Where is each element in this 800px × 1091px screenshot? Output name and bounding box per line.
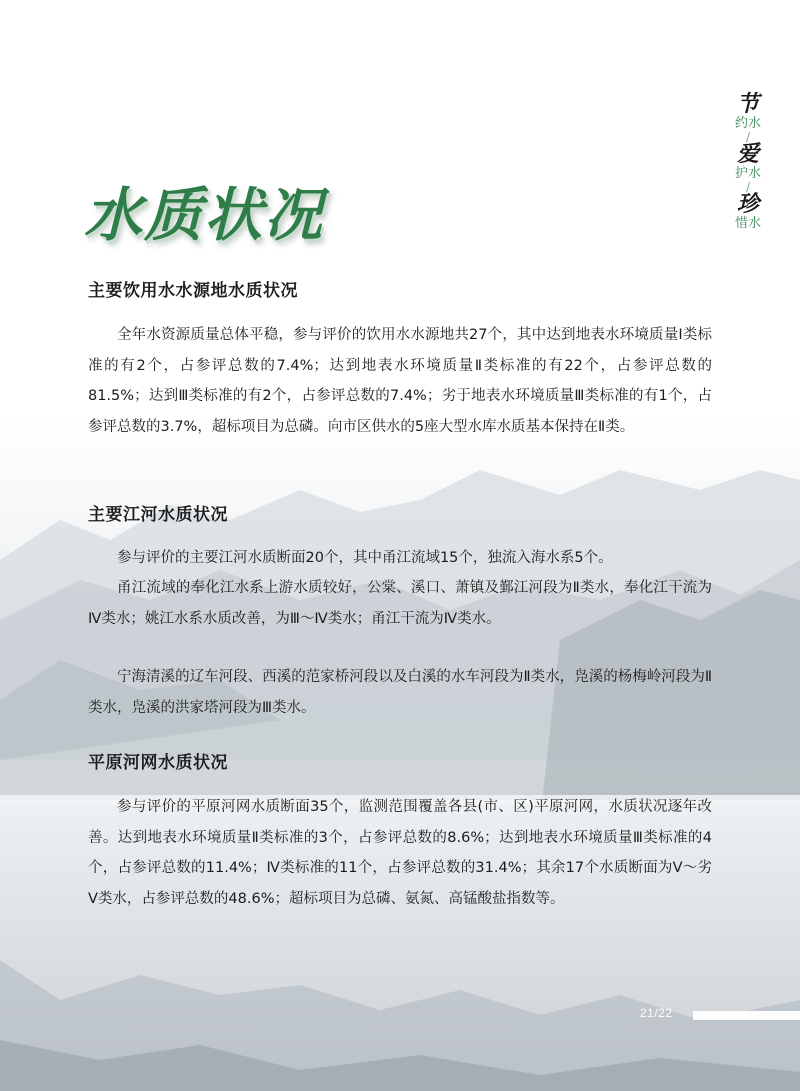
page-number: 21/22 xyxy=(640,1006,673,1020)
slogan-char: 节 xyxy=(736,91,759,117)
page-title: 水质状况 xyxy=(84,181,325,249)
section-heading-rivers: 主要江河水质状况 xyxy=(88,505,228,525)
section-paragraph: 甬江流域的奉化江水系上游水质较好，公棠、溪口、萧镇及鄞江河段为Ⅱ类水，奉化江干流为Ⅳ类水；姚江水系水质改善，为Ⅲ～Ⅳ类水；甬江干流为Ⅳ类水。 xyxy=(88,580,712,627)
page-number-bar xyxy=(693,1011,800,1020)
section-paragraph: 参与评价的平原河网水质断面35个，监测范围覆盖各县(市、区)平原河网，水质状况逐年改善。达到地表水环境质量Ⅱ类标准的3个，占参评总数的8.6%；达到地表水环境质量Ⅲ类标准的4个，占参评总数的11.4%；Ⅳ类标准的11个，占参评总数的31.4%；其余17个水质断面为Ⅴ～劣Ⅴ类水，占参评总数的48.6%；超标项目为总磷、氨氮、高锰酸盐指数等。 xyxy=(88,799,712,907)
slogan-word: 惜水 xyxy=(734,216,761,231)
section-paragraph: 参与评价的主要江河水质断面20个，其中甬江流域15个，独流入海水系5个。 xyxy=(117,550,613,566)
slogan-divider: / xyxy=(745,180,751,194)
slogan-char: 珍 xyxy=(736,191,759,217)
section-heading-drinking-water: 主要饮用水水源地水质状况 xyxy=(88,281,298,301)
vertical-slogan xyxy=(734,92,762,232)
section-heading-plain-rivers: 平原河网水质状况 xyxy=(88,753,228,773)
section-paragraph: 全年水资源质量总体平稳，参与评价的饮用水水源地共27个，其中达到地表水环境质量Ⅰ类标准的有2个，占参评总数的7.4%；达到地表水环境质量Ⅱ类标准的有22个，占参评总数的81.5%；达到Ⅲ类标准的有2个，占参评总数的7.4%；劣于地表水环境质量Ⅲ类标准的有1个，占参评总数的3.7%，超标项目为总磷。向市区供水的5座大型水库水质基本保持在Ⅱ类。 xyxy=(88,327,712,435)
slogan-char: 爱 xyxy=(736,141,759,167)
section-paragraph: 宁海清溪的辽车河段、西溪的范家桥河段以及白溪的水车河段为Ⅱ类水，凫溪的杨梅岭河段为Ⅱ类水，凫溪的洪家塔河段为Ⅲ类水。 xyxy=(88,669,712,716)
slogan-word: 护水 xyxy=(734,166,761,181)
slogan-divider: / xyxy=(745,130,751,144)
slogan-word: 约水 xyxy=(734,116,761,131)
